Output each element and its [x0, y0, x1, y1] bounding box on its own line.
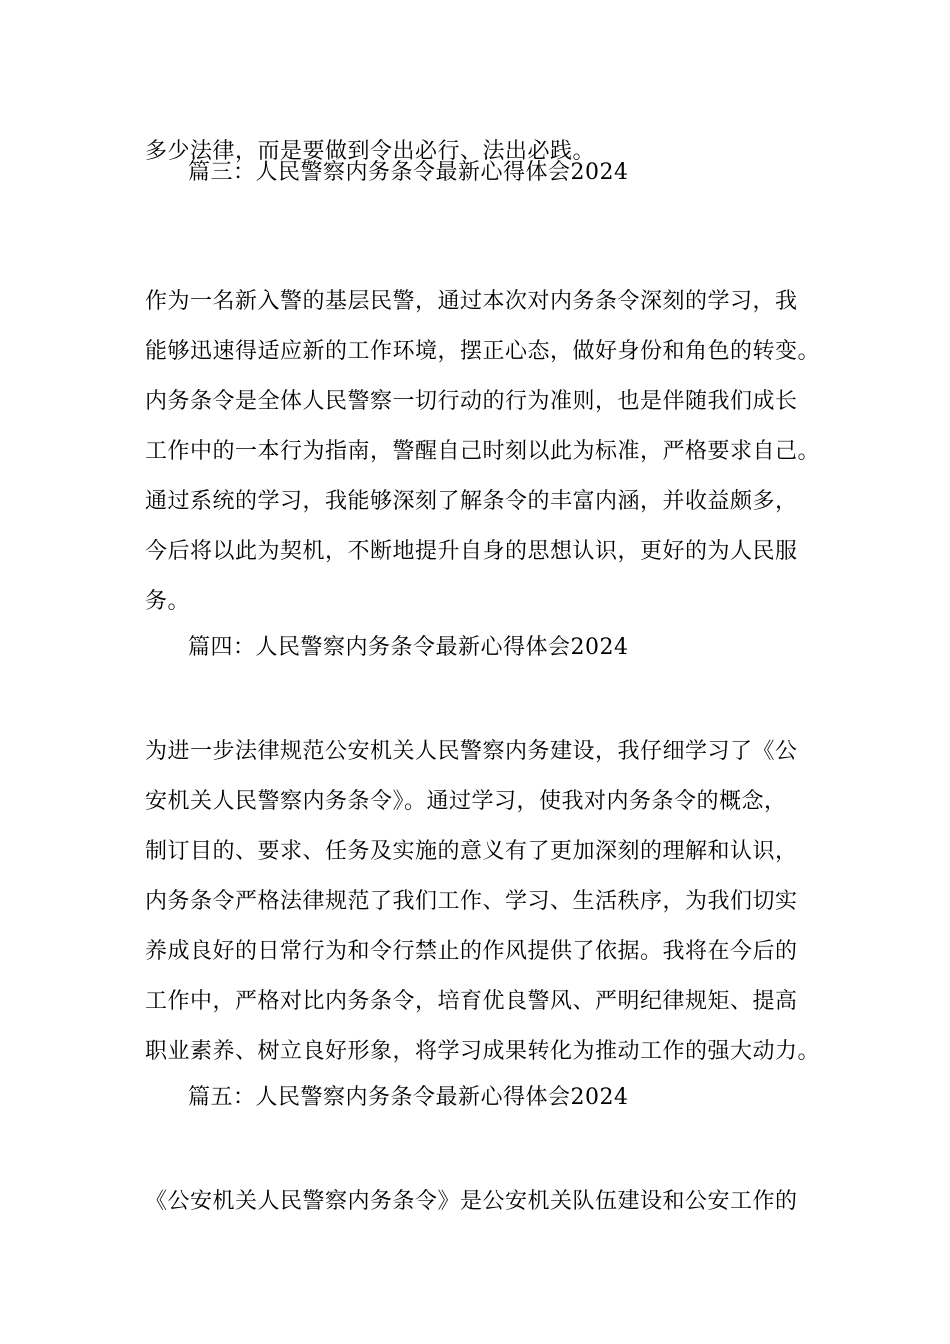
paragraph-line: 今后将以此为契机，不断地提升自身的思想认识，更好的为人民服	[145, 539, 798, 564]
intro-line: 多少法律，而是要做到令出必行、法出必践。	[145, 139, 596, 164]
paragraph-line: 工作中的一本行为指南，警醒自己时刻以此为标准，严格要求自己。	[145, 439, 821, 464]
paragraph-line: 养成良好的日常行为和令行禁止的作风提供了依据。我将在今后的	[145, 939, 798, 964]
paragraph-line: 务。	[145, 589, 191, 614]
paragraph-line: 工作中，严格对比内务条令，培育优良警风、严明纪律规矩、提高	[145, 989, 798, 1014]
section-heading-3: 篇三：人民警察内务条令最新心得体会2024	[188, 160, 629, 185]
paragraph-line: 内务条令是全体人民警察一切行动的行为准则，也是伴随我们成长	[145, 389, 798, 414]
paragraph-line: 《公安机关人民警察内务条令》是公安机关队伍建设和公安工作的	[145, 1189, 798, 1214]
section-heading-4: 篇四：人民警察内务条令最新心得体会2024	[188, 635, 629, 660]
paragraph-line: 作为一名新入警的基层民警，通过本次对内务条令深刻的学习，我	[145, 289, 798, 314]
paragraph-line: 内务条令严格法律规范了我们工作、学习、生活秩序，为我们切实	[145, 889, 798, 914]
paragraph-line: 制订目的、要求、任务及实施的意义有了更加深刻的理解和认识，	[145, 839, 798, 864]
paragraph-line: 为进一步法律规范公安机关人民警察内务建设，我仔细学习了《公	[145, 739, 798, 764]
paragraph-line: 通过系统的学习，我能够深刻了解条令的丰富内涵，并收益颇多，	[145, 489, 798, 514]
section-heading-5: 篇五：人民警察内务条令最新心得体会2024	[188, 1085, 629, 1110]
paragraph-line: 安机关人民警察内务条令》。通过学习，使我对内务条令的概念，	[145, 789, 787, 814]
paragraph-line: 职业素养、树立良好形象，将学习成果转化为推动工作的强大动力。	[145, 1039, 821, 1064]
paragraph-line: 能够迅速得适应新的工作环境，摆正心态，做好身份和角色的转变。	[145, 339, 821, 364]
